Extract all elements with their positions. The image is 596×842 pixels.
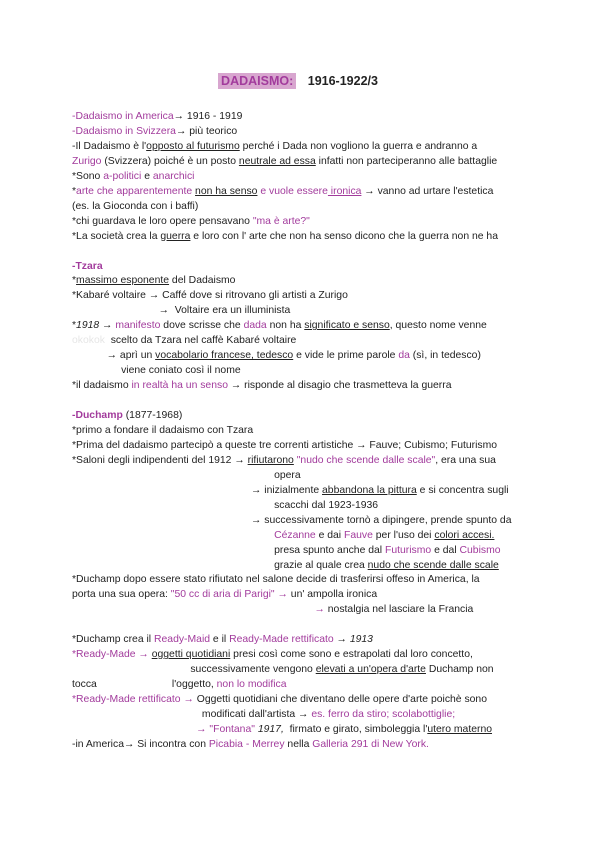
text-run: *La società crea la [72,230,161,242]
text-run: -in America→ Si incontra con [72,738,209,750]
text-run: → vanno ad urtare l'estetica [361,185,494,197]
text-run: (sì, in tedesco) [409,350,481,362]
title-heading: DADAISMO: [218,73,296,89]
text-line [72,723,492,737]
text-run: -Dadaismo in Svizzera [72,125,176,137]
text-run: rifiutarono [247,454,294,466]
text-run: massimo esponente [76,275,170,287]
text-line [72,678,287,692]
text-run: perché i Dada non vogliono la guerra e andranno a [239,140,478,152]
text-run: ironica [327,185,362,197]
text-run: *il dadaismo [72,380,132,392]
text-run: "50 cc di aria di Parigi" → [170,589,288,601]
text-run: e si concentra sugli [416,484,509,496]
text-run: colori accesi. [434,529,495,541]
text-line [72,573,480,587]
text-run: non ha [266,320,305,332]
text-run: → aprì un [72,350,156,362]
text-run: un' ampolla ironica [287,589,378,601]
text-run: Cézanne [274,529,316,541]
text-line [72,514,512,528]
text-run: a-politici [103,170,142,182]
text-run: dove scrisse che [160,320,244,332]
text-line [72,409,182,423]
text-run: , questo nome venne [389,320,487,332]
text-run: (1877-1968) [122,410,183,421]
text-run: per l'uso dei [372,529,435,541]
text-run: Ready-Maid [154,634,211,646]
text-run: e dal [431,544,460,556]
text-line [72,633,373,647]
text-run: Cubismo [459,544,501,556]
text-run: Zurigo [72,155,102,167]
text-run: (es. la Gioconda con i baffi) [72,200,199,212]
text-line [72,289,348,303]
title-years: 1916-1922/3 [307,74,378,88]
text-run: da [398,350,410,362]
text-line [72,469,301,483]
text-line [72,379,451,393]
text-run: → [99,320,116,332]
text-run: → 1916 - 1919 [173,111,243,122]
text-run: elevati a un'opera d'arte [315,664,426,676]
text-run: in realtà ha un senso [131,380,228,392]
text-line [72,334,296,348]
text-line [72,140,477,154]
text-line [72,738,429,752]
text-run: *Prima del dadaismo partecipò a queste tre correnti artistiche → Fauve; Cubismo; Futurismo [72,439,498,451]
text-line [72,424,253,438]
text-line [72,588,377,602]
text-run: e vuole essere [257,185,328,197]
text-run: e il [210,634,230,646]
text-line [72,304,290,318]
text-run: e vide le prime parole [293,350,399,362]
text-run: guerra [160,230,191,242]
text-run: → "Fontana" [196,723,255,735]
text-run: → risponde al disagio che trasmetteva la guerra [227,380,452,392]
text-run [72,604,315,615]
text-run: 1913 [349,634,373,646]
text-run [72,724,196,735]
text-run: anarchici [152,170,195,182]
text-line [72,603,473,617]
text-run: scacchi dal 1923-1936 [72,499,379,511]
text-run: non lo modifica [216,679,287,691]
text-run: abbandona la pittura [322,484,417,496]
text-run: nudo che scende dalle scale [367,559,499,571]
text-run: Ready-Made rettificato [229,634,334,646]
text-line [72,170,194,184]
text-run: (Svizzera) poiché è un posto [101,155,239,167]
text-line [72,484,509,498]
text-run: *Duchamp crea il [72,634,155,646]
text-line [72,200,198,214]
text-run: *Sono [72,170,104,182]
text-run: opera [72,469,301,481]
page-title [0,74,596,88]
text-run: nostalgia nel lasciare la Francia [324,604,474,616]
text-run: modificati dall'artista → [72,709,312,720]
text-run: presi così come sono e estrapolati dal loro concetto, [230,649,473,661]
text-run: * [72,320,77,332]
text-run: e dai [315,529,344,541]
text-run: oggetti quotidiani [151,649,231,661]
text-line [72,230,498,244]
text-run: dada [243,320,267,332]
text-line [72,110,242,124]
text-run: tocca l'oggetto, [72,679,217,691]
text-line [72,529,494,543]
text-run: *Duchamp dopo essere stato rifiutato nel salone decide di trasferirsi offeso in America, la [72,574,480,586]
text-run: Duchamp non [425,664,494,676]
text-line [72,559,499,573]
text-run: significato e senso [304,320,390,332]
text-line [72,274,235,288]
text-line [72,364,241,378]
text-run: -Dadaismo in America [72,111,174,122]
text-run: *chi guardava le loro opere pensavano [72,215,253,227]
text-run: Futurismo [385,544,432,556]
text-run: firmato e girato, simboleggia l' [283,723,428,735]
text-run: → [314,604,325,616]
text-run: scelto da Tzara nel caffè Kabaré voltaire [110,335,297,347]
text-line [72,155,497,169]
text-run: successivamente vengono [72,664,316,676]
text-line [72,708,455,722]
text-run: Galleria 291 di New York. [312,738,429,750]
text-line [72,499,378,513]
text-run: → più teorico [175,125,238,137]
text-run: 1918 [76,320,100,332]
text-run: utero materno [427,723,493,735]
text-run: -Tzara [72,260,103,272]
text-run: -Il Dadaismo è l' [72,140,147,152]
text-run: * [72,275,77,287]
text-run: infatti non parteciperanno alle battaglie [315,155,498,167]
text-line [72,544,501,558]
text-run: 1917, [254,723,284,735]
text-run: Oggetti quotidiani che diventano delle opere d'arte poichè sono [193,694,487,706]
text-run: *Ready-Made → [72,649,152,661]
text-line [72,185,493,199]
text-run: presa spunto anche dal [72,544,385,556]
text-run: es. ferro da stiro; scolabottiglie; [311,709,456,720]
text-line [72,319,487,333]
text-run [72,530,274,541]
text-run: * [72,185,77,197]
text-run: viene coniato così il nome [72,365,241,377]
text-run: , era una sua [435,454,496,466]
text-run: "nudo che scende dalle scale" [296,454,436,466]
text-run: e loro con l' arte che non ha senso dicono che la guerra non ne ha [190,230,498,242]
text-run: -Duchamp [72,410,123,421]
text-line [72,260,103,274]
text-run: → Voltaire era un illuminista [72,305,291,317]
text-run: Picabia - Merrey [208,738,285,750]
text-line [72,439,497,453]
text-line [72,125,237,139]
text-run: *Kabaré voltaire → Caffé dove si ritrovano gli artisti a Zurigo [72,290,348,302]
text-line [72,215,310,229]
text-run: → [333,634,350,646]
text-run: del Dadaismo [169,275,236,287]
text-run: okokok [72,335,111,347]
text-run: *Saloni degli indipendenti del 1912 → [72,454,248,466]
text-run: e [141,170,153,182]
text-line [72,693,487,707]
text-run: Fauve [344,529,373,541]
text-line [72,454,496,468]
text-run: opposto al futurismo [146,140,240,152]
text-line [72,663,494,677]
text-line [72,648,473,662]
text-run: grazie al quale crea [72,559,368,571]
text-run: → successivamente tornò a dipingere, prende spunto da [72,514,512,526]
text-run: → inizialmente [72,484,323,496]
text-run: nella [284,738,313,750]
text-run: arte che apparentemente [76,185,196,197]
text-run: *Ready-Made rettificato → [72,694,194,706]
text-run: neutrale ad essa [238,155,316,167]
text-run: non ha senso [195,185,258,197]
text-run: "ma è arte?" [252,215,310,227]
text-run: manifesto [115,320,161,332]
text-run: vocabolario francese, tedesco [155,350,294,362]
text-line [72,349,481,363]
text-run: porta una sua opera: [72,589,171,601]
text-run: *primo a fondare il dadaismo con Tzara [72,424,254,436]
